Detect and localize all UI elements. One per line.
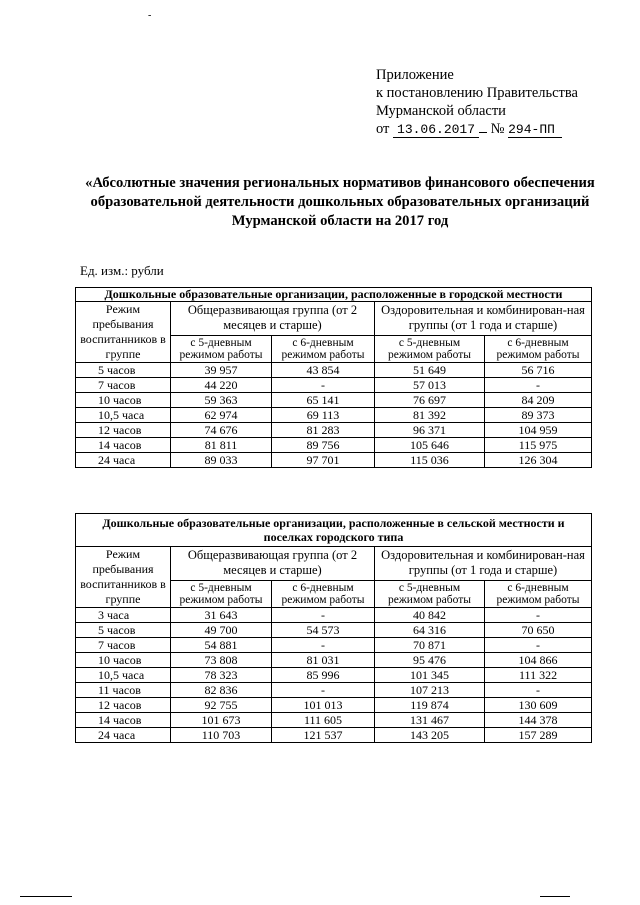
units-label: Ед. изм.: рубли [80,263,164,278]
value-cell: 107 213 [375,683,485,698]
value-cell: - [485,638,592,653]
value-cell: 104 866 [485,653,592,668]
appendix-line-3: Мурманской области [376,103,506,119]
mode-cell: 7 часов [76,638,171,653]
value-cell: 111 322 [485,668,592,683]
table-row [76,698,592,713]
mode-cell: 10 часов [76,393,171,408]
health-group-header: Оздоровительная и комбинирован-ная группы (от 1 года и старше) [375,302,592,336]
value-cell: - [272,638,375,653]
value-cell: 111 605 [272,713,375,728]
page-mark: - [148,10,152,21]
value-cell: 70 650 [485,623,592,638]
table-row [76,683,592,698]
rural-table-caption: Дошкольные образовательные организации, расположенные в сельской местности и поселках городского типа [76,514,592,547]
value-cell: 40 842 [375,608,485,623]
document-title: «Абсолютные значения региональных нормативов финансового обеспечения образовательной деятельности дошкольных образовательных организаций Мурманской области на 2017 год [85,175,595,229]
footer-line-right [540,896,570,897]
table-row [76,423,592,438]
general-5day-header: с 5-дневным режимом работы [171,580,272,607]
table-row [76,728,592,743]
value-cell: 43 854 [272,363,375,378]
value-cell: 115 036 [375,453,485,468]
table-row [76,638,592,653]
appendix-number: 294-ПП [508,123,562,138]
value-cell: 119 874 [375,698,485,713]
value-cell: 115 975 [485,438,592,453]
value-cell: 73 808 [171,653,272,668]
table-row [76,608,592,623]
value-cell: 65 141 [272,393,375,408]
mode-cell: 12 часов [76,698,171,713]
table-row [76,438,592,453]
value-cell: 131 467 [375,713,485,728]
appendix-date-line [376,120,578,138]
appendix-line-2: к постановлению Правительства [376,85,578,101]
general-5day-header: с 5-дневным режимом работы [171,335,272,362]
value-cell: 126 304 [485,453,592,468]
mode-cell: 5 часов [76,363,171,378]
mode-cell: 10 часов [76,653,171,668]
table-row [76,378,592,393]
table-row [76,393,592,408]
mode-cell: 10,5 часа [76,668,171,683]
value-cell: 62 974 [171,408,272,423]
value-cell: 143 205 [375,728,485,743]
mode-cell: 14 часов [76,713,171,728]
value-cell: 78 323 [171,668,272,683]
value-cell: - [272,608,375,623]
value-cell: 51 649 [375,363,485,378]
value-cell: 81 811 [171,438,272,453]
value-cell: 81 283 [272,423,375,438]
value-cell: 95 476 [375,653,485,668]
appendix-from: от [376,121,390,137]
value-cell: 64 316 [375,623,485,638]
health-group-header: Оздоровительная и комбинирован-ная группы (от 1 года и старше) [375,547,592,581]
value-cell: 89 756 [272,438,375,453]
value-cell: 85 996 [272,668,375,683]
general-group-header: Общеразвивающая группа (от 2 месяцев и старше) [171,547,375,581]
value-cell: 101 673 [171,713,272,728]
mode-cell: 24 часа [76,728,171,743]
mode-header: Режим пребывания воспитанников в группе [76,547,171,608]
mode-cell: 7 часов [76,378,171,393]
rural-table-body [76,608,592,743]
mode-cell: 3 часа [76,608,171,623]
appendix-date: 13.06.2017 [393,123,479,138]
table-row [76,408,592,423]
value-cell: 121 537 [272,728,375,743]
value-cell: 92 755 [171,698,272,713]
table-row [76,453,592,468]
value-cell: 82 836 [171,683,272,698]
value-cell: - [485,608,592,623]
health-6day-header: с 6-дневным режимом работы [485,580,592,607]
value-cell: 110 703 [171,728,272,743]
value-cell: 81 031 [272,653,375,668]
value-cell: 89 373 [485,408,592,423]
value-cell: 81 392 [375,408,485,423]
value-cell: 104 959 [485,423,592,438]
rural-norms-table [75,513,592,743]
value-cell: 76 697 [375,393,485,408]
value-cell: 54 881 [171,638,272,653]
urban-table-body [76,363,592,468]
table-row [76,668,592,683]
footer-line-left [20,896,72,897]
table-row [76,363,592,378]
value-cell: 101 345 [375,668,485,683]
value-cell: - [485,683,592,698]
value-cell: - [485,378,592,393]
urban-norms-table [75,287,592,468]
mode-cell: 14 часов [76,438,171,453]
value-cell: 69 113 [272,408,375,423]
mode-cell: 5 часов [76,623,171,638]
value-cell: - [272,683,375,698]
general-group-header: Общеразвивающая группа (от 2 месяцев и старше) [171,302,375,336]
table-row [76,713,592,728]
value-cell: 84 209 [485,393,592,408]
value-cell: 59 363 [171,393,272,408]
value-cell: 39 957 [171,363,272,378]
table-row [76,623,592,638]
value-cell: 49 700 [171,623,272,638]
mode-cell: 10,5 часа [76,408,171,423]
general-6day-header: с 6-дневным режимом работы [272,580,375,607]
value-cell: 44 220 [171,378,272,393]
value-cell: 57 013 [375,378,485,393]
value-cell: 97 701 [272,453,375,468]
mode-cell: 12 часов [76,423,171,438]
appendix-line-1: Приложение [376,67,454,83]
mode-header: Режим пребывания воспитанников в группе [76,302,171,363]
value-cell: 56 716 [485,363,592,378]
value-cell: 101 013 [272,698,375,713]
table-row [76,653,592,668]
general-6day-header: с 6-дневным режимом работы [272,335,375,362]
value-cell: 74 676 [171,423,272,438]
value-cell: 144 378 [485,713,592,728]
appendix-number-label: № [490,121,505,137]
health-5day-header: с 5-дневным режимом работы [375,580,485,607]
urban-table-caption: Дошкольные образовательные организации, расположенные в городской местности [76,288,592,302]
value-cell: 130 609 [485,698,592,713]
health-5day-header: с 5-дневным режимом работы [375,335,485,362]
value-cell: 31 643 [171,608,272,623]
mode-cell: 24 часа [76,453,171,468]
value-cell: - [272,378,375,393]
value-cell: 70 871 [375,638,485,653]
mode-cell: 11 часов [76,683,171,698]
value-cell: 96 371 [375,423,485,438]
value-cell: 157 289 [485,728,592,743]
health-6day-header: с 6-дневным режимом работы [485,335,592,362]
value-cell: 105 646 [375,438,485,453]
value-cell: 89 033 [171,453,272,468]
value-cell: 54 573 [272,623,375,638]
appendix-block [376,66,578,138]
